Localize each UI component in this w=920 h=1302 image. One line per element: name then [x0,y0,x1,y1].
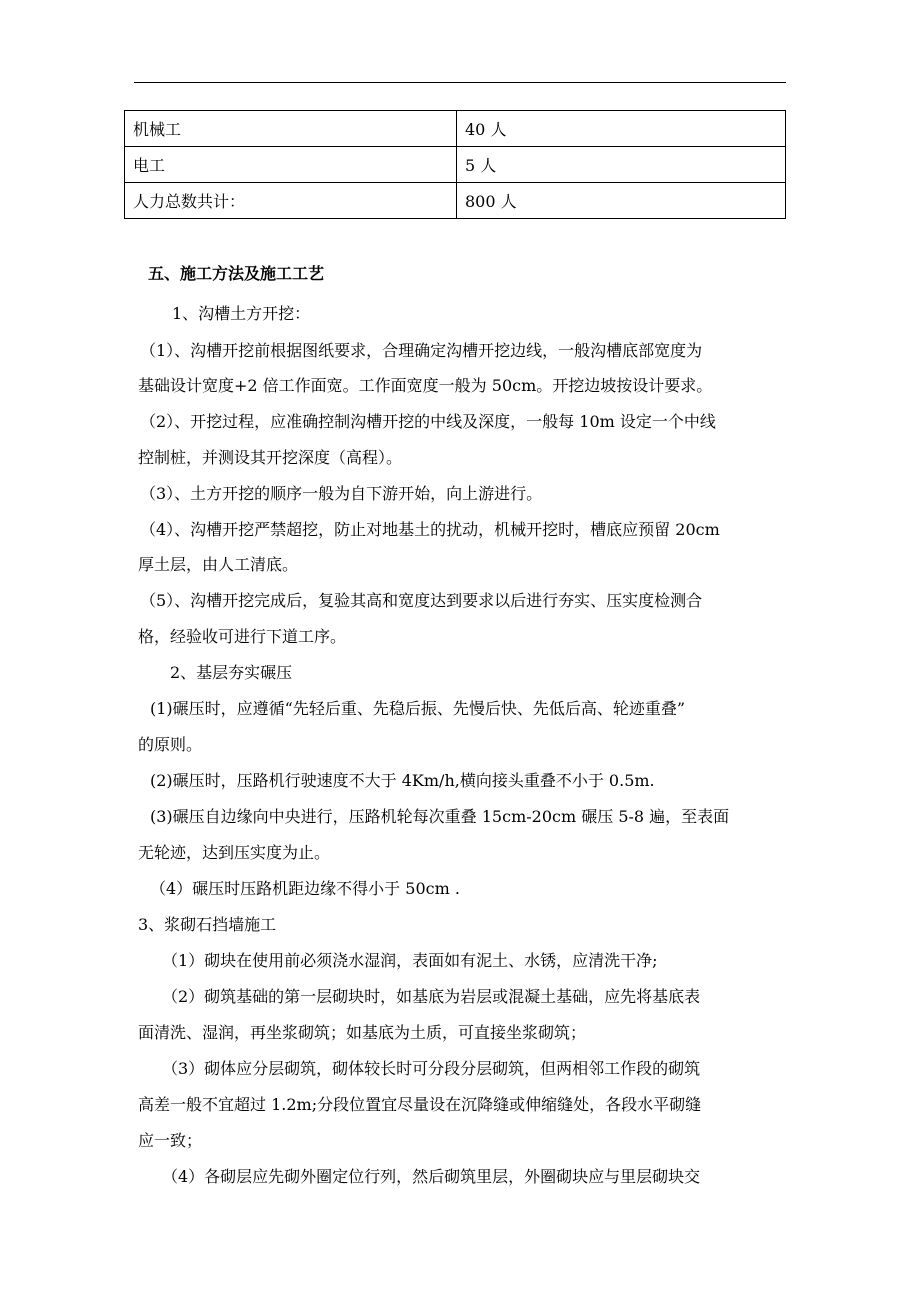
paragraph-line: （2）砌筑基础的第一层砌块时，如基底为岩层或混凝土基础，应先将基底表 [162,987,701,1006]
paragraph-line: （1）砌块在使用前必须浇水湿润，表面如有泥土、水锈，应清洗干净; [162,951,658,970]
paragraph-line: （5）、沟槽开挖完成后，复验其高和宽度达到要求以后进行夯实、压实度检测合 [140,591,703,610]
table-row [125,111,786,147]
paragraph-line: 2、基层夯实碾压 [170,663,293,682]
table-row [125,147,786,183]
paragraph-line: 面清洗、湿润，再坐浆砌筑；如基底为土质，可直接坐浆砌筑； [138,1023,587,1042]
paragraph-line: （4）各砌层应先砌外圈定位行列，然后砌筑里层，外圈砌块应与里层砌块交 [162,1167,701,1186]
paragraph-line: （3）、土方开挖的顺序一般为自下游开始，向上游进行。 [140,484,543,503]
paragraph-line: 的原则。 [138,735,203,754]
table-cell-count: 5 人 [457,147,786,183]
paragraph-line: （3）砌体应分层砌筑，砌体较长时可分段分层砌筑，但两相邻工作段的砌筑 [162,1059,701,1078]
table-cell-count: 800 人 [457,183,786,219]
paragraph-line: （4）、沟槽开挖严禁超挖，防止对地基土的扰动，机械开挖时，槽底应预留 20cm [140,520,720,539]
paragraph-line: （4）碾压时压路机距边缘不得小于 50cm . [150,879,460,898]
paragraph-line: (2)碾压时，压路机行驶速度不大于 4Km/h,横向接头重叠不小于 0.5m. [150,771,655,790]
paragraph-line: 控制桩，并测设其开挖深度（高程）。 [138,448,403,467]
table-cell-role: 机械工 [125,111,457,147]
table-cell-role: 人力总数共计： [125,183,457,219]
paragraph-line: 厚土层，由人工清底。 [138,555,299,574]
header-rule [134,82,786,83]
paragraph-line: 应一致； [138,1131,203,1150]
paragraph-line: (1)碾压时，应遵循“先轻后重、先稳后振、先慢后快、先低后高、轮迹重叠” [150,699,686,718]
section-heading: 五、施工方法及施工工艺 [148,264,325,283]
paragraph-line: (3)碾压自边缘向中央进行，压路机轮每次重叠 15cm-20cm 碾压 5-8 遍，至表面 [150,807,730,826]
table-cell-count: 40 人 [457,111,786,147]
paragraph-line: （1）、沟槽开挖前根据图纸要求，合理确定沟槽开挖边线，一般沟槽底部宽度为 [140,341,703,360]
paragraph-line: （2）、开挖过程，应准确控制沟槽开挖的中线及深度，一般每 10m 设定一个中线 [140,412,716,431]
paragraph-line: 无轮迹，达到压实度为止。 [138,843,331,862]
staff-table [124,110,786,219]
paragraph-line: 高差一般不宜超过 1.2m;分段位置宜尽量设在沉降缝或伸缩缝处，各段水平砌缝 [138,1095,702,1114]
paragraph-line: 基础设计宽度+2 倍工作面宽。工作面宽度一般为 50cm。开挖边坡按设计要求。 [138,376,713,395]
paragraph-line: 格，经验收可进行下道工序。 [138,627,347,646]
paragraph-line: 1、沟槽土方开挖： [172,304,311,323]
paragraph-line: 3、浆砌石挡墙施工 [138,915,277,934]
table-row [125,183,786,219]
table-cell-role: 电工 [125,147,457,183]
